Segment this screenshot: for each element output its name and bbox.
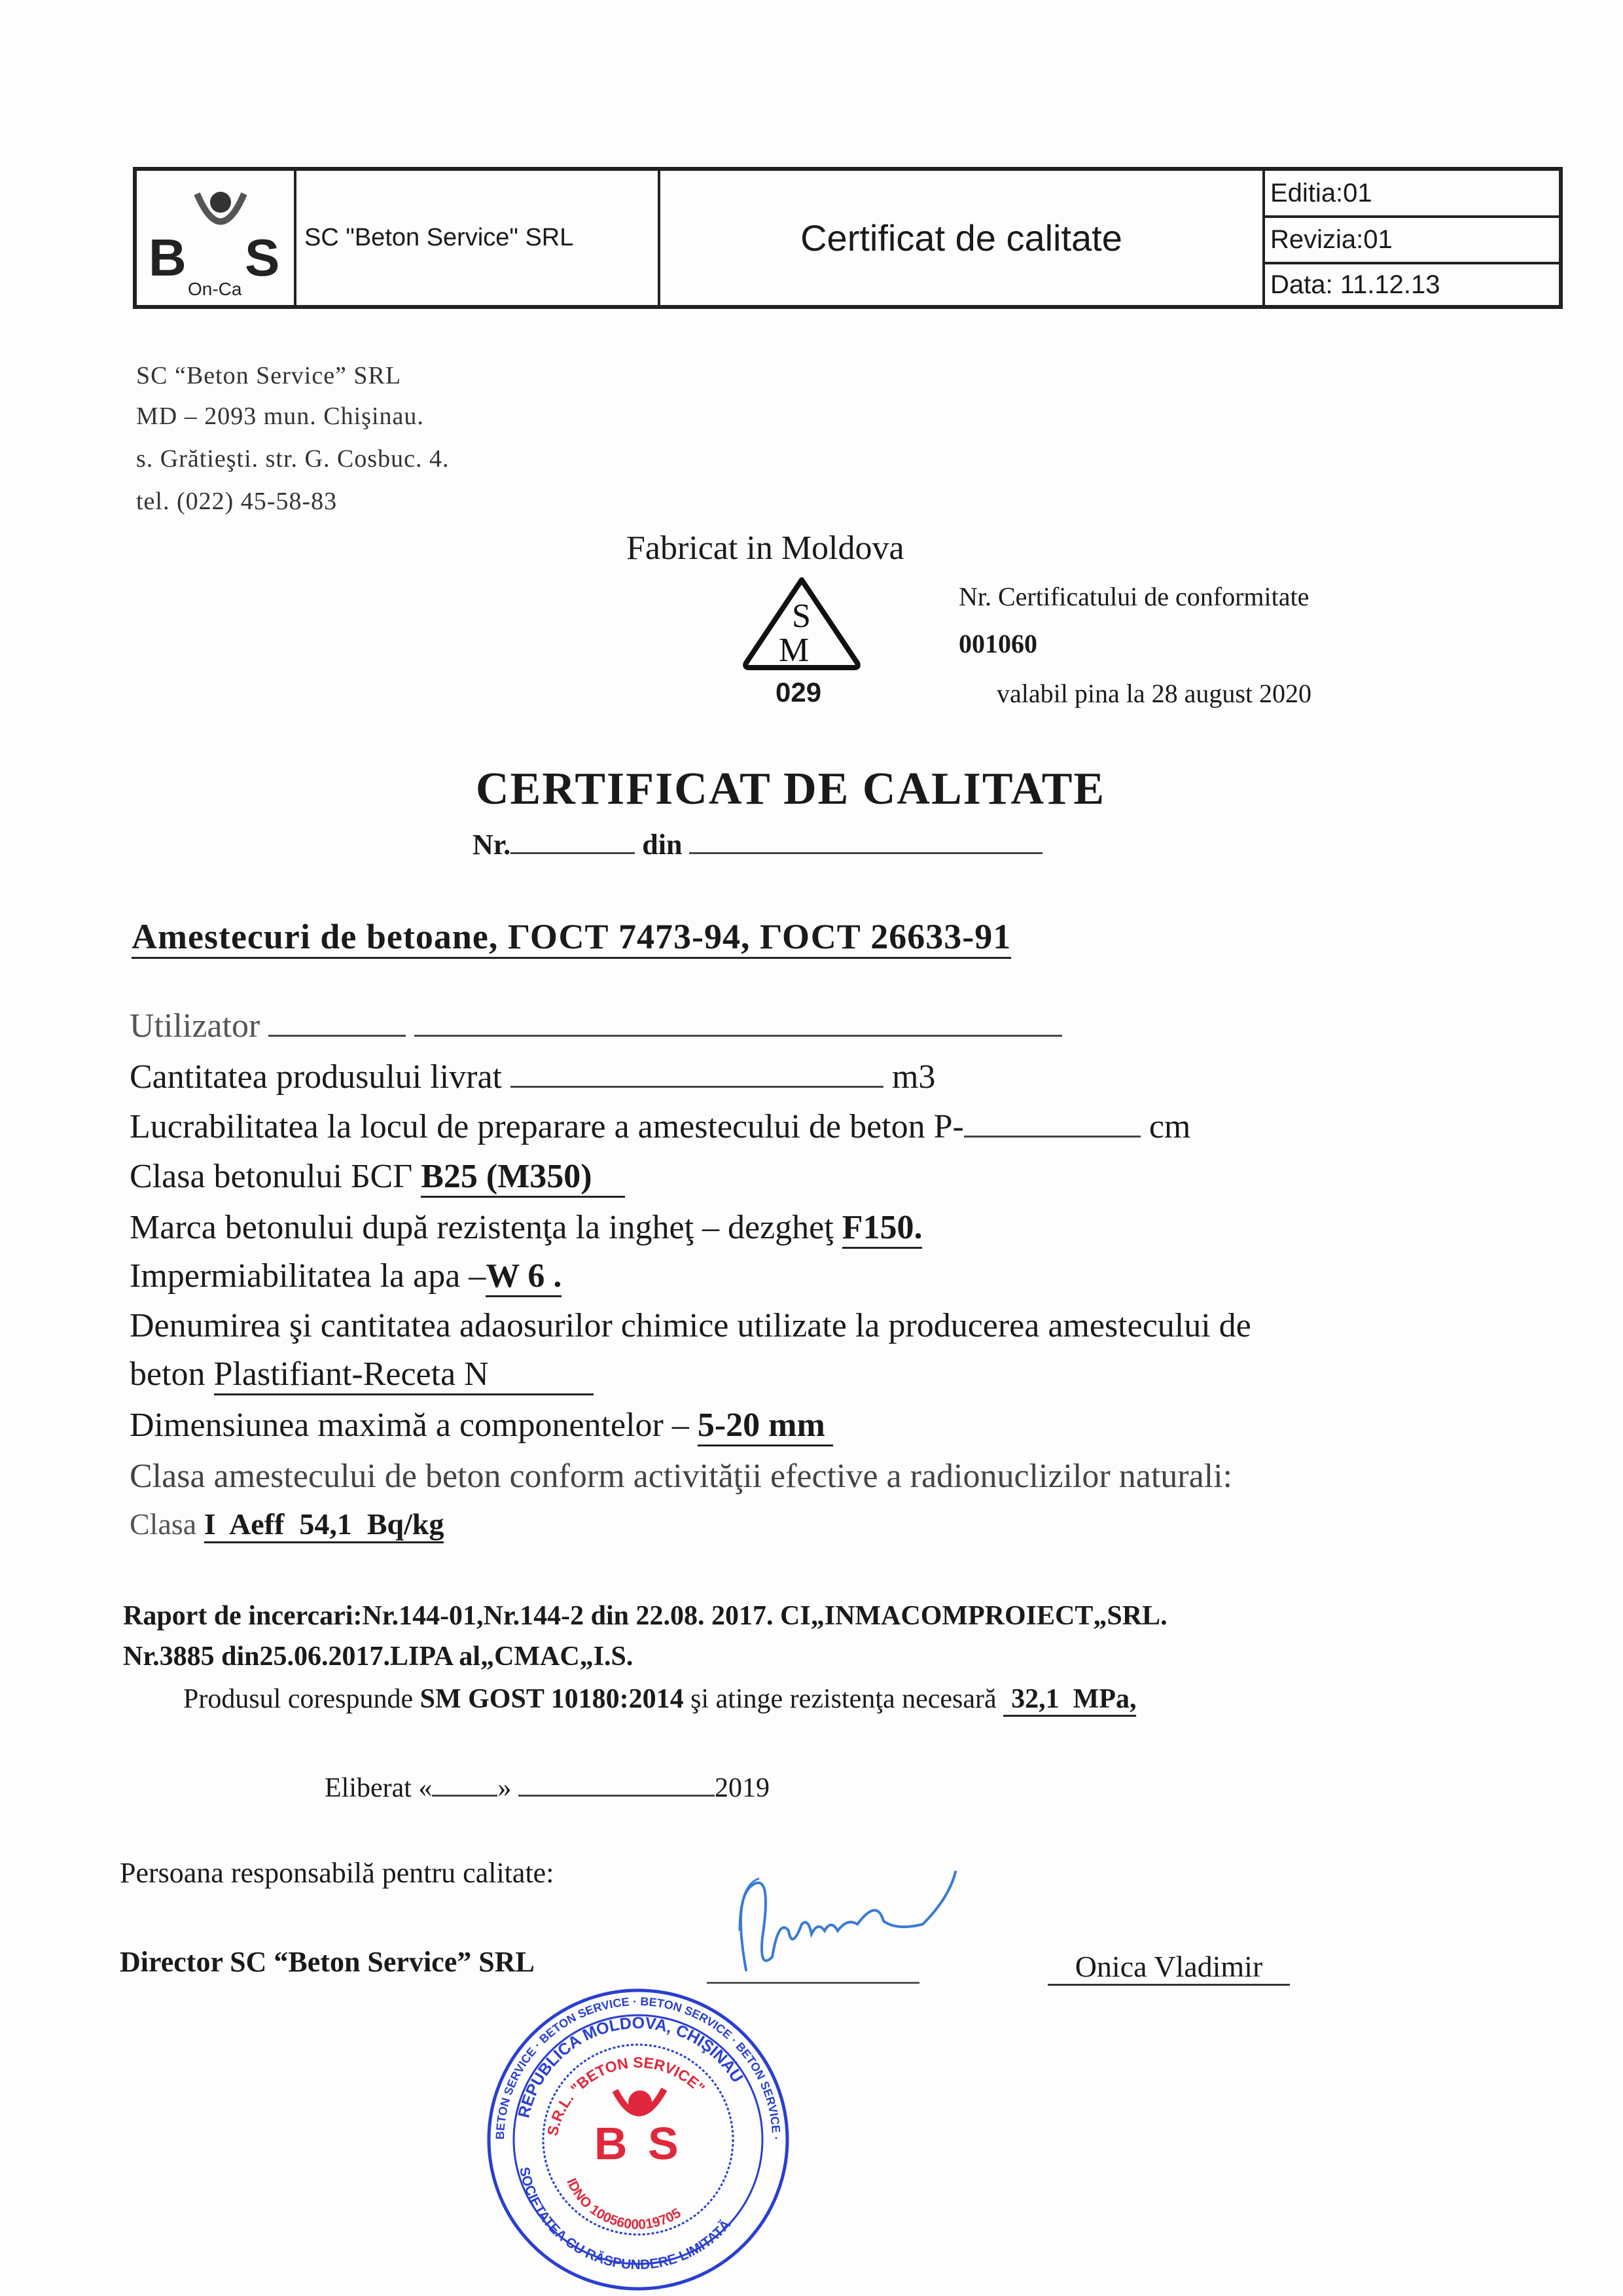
issued-row [325, 1768, 770, 1804]
conformity-number: 001060 [959, 629, 1037, 658]
user-field-b[interactable] [414, 1009, 1062, 1037]
workability-unit: cm [1149, 1108, 1191, 1145]
size-row [130, 1406, 833, 1446]
user-label: Utilizator [130, 1007, 260, 1045]
document-title-header: Certificat de calitate [660, 171, 1265, 305]
company-logo [137, 171, 294, 305]
quantity-row [130, 1058, 935, 1096]
water-row [130, 1257, 562, 1297]
origin-text: Fabricat in Moldova [626, 529, 904, 567]
radio-label: Clasa amestecului de beton conform activităţii efective a radionuclizilor naturali: [130, 1458, 1232, 1495]
strength-value: 32,1 MPa, [1003, 1683, 1136, 1717]
conformity-label: Nr. Certificatului de conformitate [959, 582, 1310, 611]
company-stamp [484, 1986, 792, 2293]
quantity-field[interactable] [510, 1060, 883, 1088]
revision: Revizia:01 [1265, 218, 1559, 264]
svg-text:BETON SERVICE · BETON SERVICE: BETON SERVICE · BETON SERVICE · BETON SERVICE · BETON SERVICE · [493, 1994, 783, 2141]
frost-row [130, 1208, 922, 1249]
conformity-statement [183, 1683, 1136, 1717]
certificate-number-line [473, 826, 1043, 861]
issued-mid: » [497, 1773, 512, 1803]
svg-text:SOCIETATEA CU RĂSPUNDERE LIMIT: SOCIETATEA CU RĂSPUNDERE LIMITATĂ [516, 2166, 734, 2273]
water-label: Impermiabilitatea la apa – [130, 1257, 486, 1295]
svg-text:IDNO 1005600019705: IDNO 1005600019705 [563, 2176, 684, 2233]
header-table [133, 167, 1563, 309]
address-line-2: MD – 2093 mun. Chişinau. [136, 403, 424, 430]
logo-cell [137, 171, 296, 305]
handwritten-signature [726, 1859, 962, 1983]
class-value: B25 (M350) [421, 1157, 624, 1198]
conform-middle: şi atinge rezistenţa necesară [690, 1684, 997, 1714]
issued-year: 2019 [714, 1773, 770, 1803]
radio-prefix: Clasa [130, 1507, 197, 1541]
workability-label: Lucrabilitatea la locul de preparare a amestecului de beton P- [130, 1108, 964, 1145]
class-label: Clasa betonului БСГ [130, 1158, 413, 1195]
additives-value: Plastifiant-Receta N [214, 1355, 594, 1395]
director-name: Onica Vladimir [1048, 1949, 1290, 1986]
sm-conformity-mark-icon [740, 575, 864, 673]
size-value: 5-20 mm [698, 1406, 833, 1446]
radio-row [130, 1507, 444, 1543]
svg-text:S: S [792, 598, 811, 635]
date-field[interactable] [689, 826, 1043, 854]
additives-label: Denumirea şi cantitatea adaosurilor chimice utilizate la producerea amestecului de [130, 1307, 1251, 1344]
issued-day-field[interactable] [432, 1768, 497, 1797]
address-line-1: SC “Beton Service” SRL [136, 362, 402, 389]
user-row [130, 1007, 1062, 1045]
product-name: Amestecuri de betoane, ГОСТ 7473-94, ГОСТ 26633-91 [132, 916, 1011, 959]
issued-month-field[interactable] [518, 1768, 715, 1797]
svg-text:S: S [245, 228, 280, 287]
svg-text:On-Ca: On-Ca [188, 279, 242, 299]
director-label: Director SC “Beton Service” SRL [120, 1946, 535, 1978]
svg-text:B: B [594, 2118, 628, 2169]
nr-label: Nr. [473, 829, 511, 861]
revision-date: Data: 11.12.13 [1270, 270, 1440, 299]
responsible-label: Persoana responsabilă pentru calitate: [120, 1857, 554, 1889]
quantity-unit: m3 [891, 1058, 936, 1096]
additives-prefix: beton [130, 1355, 205, 1393]
edition: Editia:01 [1265, 171, 1559, 218]
svg-text:REPUBLICA MOLDOVA, CHIŞINĂU: REPUBLICA MOLDOVA, CHIŞINĂU [514, 2013, 747, 2120]
frost-value: F150. [842, 1208, 923, 1249]
class-row [130, 1157, 625, 1198]
radio-value: I Aeff 54,1 Bq/kg [204, 1507, 444, 1543]
frost-label: Marca betonului după rezistenţa la ingheţ – dezgheţ [130, 1209, 834, 1246]
svg-text:S.R.L. "BETON SERVICE": S.R.L. "BETON SERVICE" [543, 2053, 709, 2138]
certificate-title: CERTIFICAT DE CALITATE [476, 764, 1106, 814]
report-line-1: Raport de incercari:Nr.144-01,Nr.144-2 din 22.08. 2017. CI„INMACOMPROIECT„SRL. [123, 1601, 1168, 1631]
workability-row [130, 1107, 1190, 1146]
sm-mark-code: 029 [776, 677, 822, 708]
svg-text:B: B [149, 228, 187, 287]
workability-field[interactable] [964, 1109, 1141, 1138]
water-value: W 6 . [486, 1257, 562, 1297]
conform-prefix: Produsul corespunde [183, 1684, 414, 1714]
size-label: Dimensiunea maximă a componentelor – [130, 1407, 689, 1444]
address-line-3: s. Grătieşti. str. G. Cosbuc. 4. [136, 445, 450, 473]
conformity-validity: valabil pina la 28 august 2020 [997, 679, 1312, 708]
din-label: din [642, 829, 683, 861]
additives-row [130, 1355, 594, 1395]
svg-text:S: S [648, 2118, 679, 2169]
revision-block [1265, 171, 1559, 305]
address-line-4: tel. (022) 45-58-83 [136, 488, 338, 515]
nr-field[interactable] [510, 826, 635, 854]
user-field-a[interactable] [268, 1009, 406, 1037]
company-name: SC "Beton Service" SRL [296, 171, 660, 305]
quantity-label: Cantitatea produsului livrat [130, 1058, 502, 1096]
report-line-2: Nr.3885 din25.06.2017.LIPA al„CMAC„I.S. [123, 1641, 633, 1672]
svg-text:M: M [779, 632, 810, 669]
issued-label: Eliberat « [325, 1773, 433, 1803]
conform-standard: SM GOST 10180:2014 [419, 1684, 684, 1714]
